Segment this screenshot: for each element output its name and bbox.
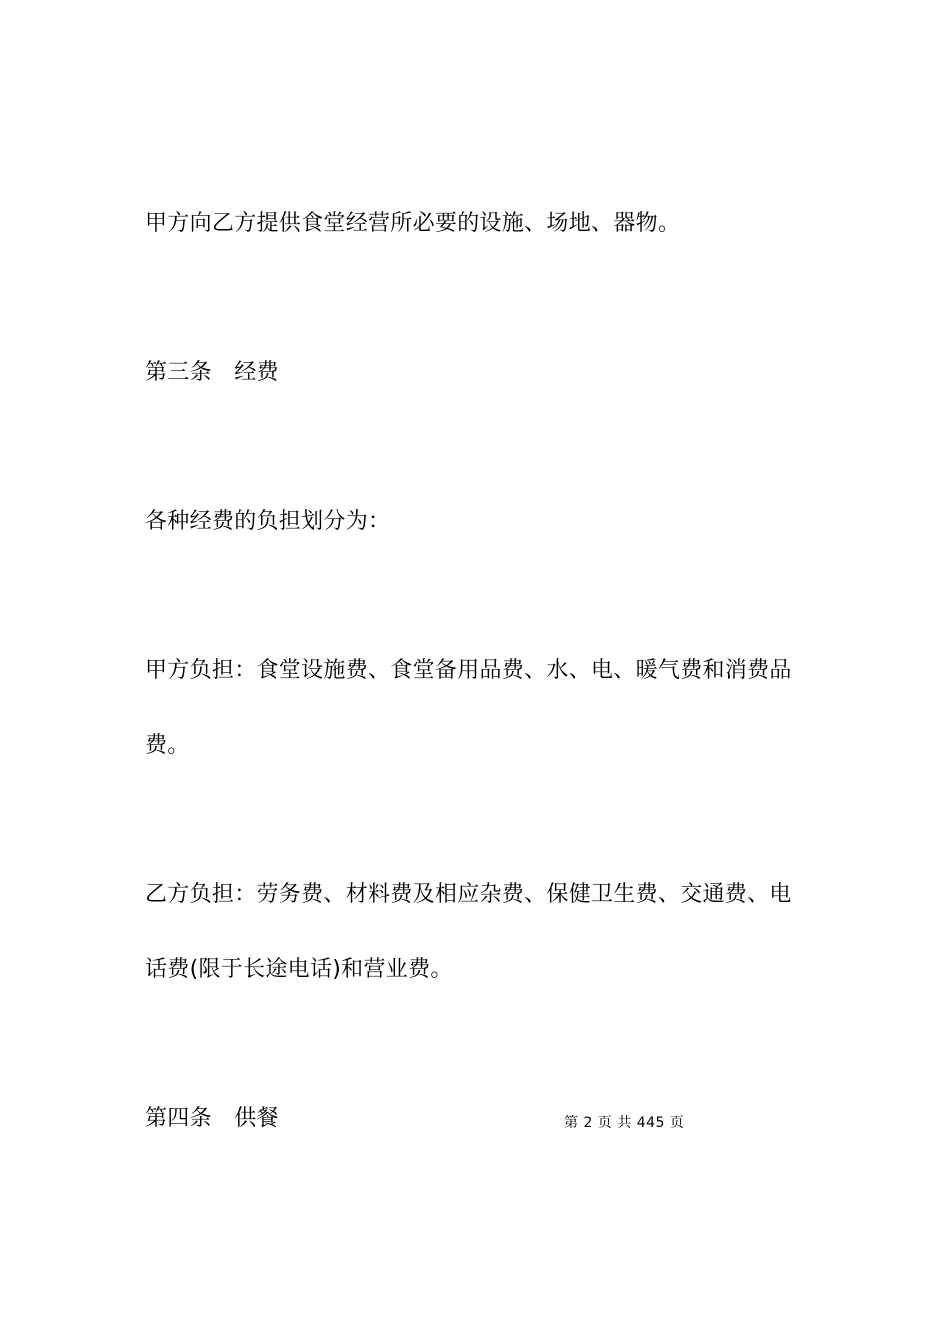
article-4-heading: 第四条 供餐 xyxy=(145,1106,279,1131)
article-3-heading: 第三条 经费 xyxy=(145,360,279,385)
paragraph-expense-intro: 各种经费的负担划分为： xyxy=(145,509,391,534)
page-number: 第 2 页 共 445 页 xyxy=(564,1115,685,1131)
paragraph-party-a-line1: 甲方负担：食堂设施费、食堂备用品费、水、电、暖气费和消费品 xyxy=(145,658,792,683)
paragraph-facilities: 甲方向乙方提供食堂经营所必要的设施、场地、器物。 xyxy=(145,211,681,236)
paragraph-party-a-line2: 费。 xyxy=(145,733,190,758)
paragraph-party-b-line2: 话费(限于长途电话)和营业费。 xyxy=(145,957,453,982)
paragraph-party-b-line1: 乙方负担：劳务费、材料费及相应杂费、保健卫生费、交通费、电 xyxy=(145,882,792,907)
